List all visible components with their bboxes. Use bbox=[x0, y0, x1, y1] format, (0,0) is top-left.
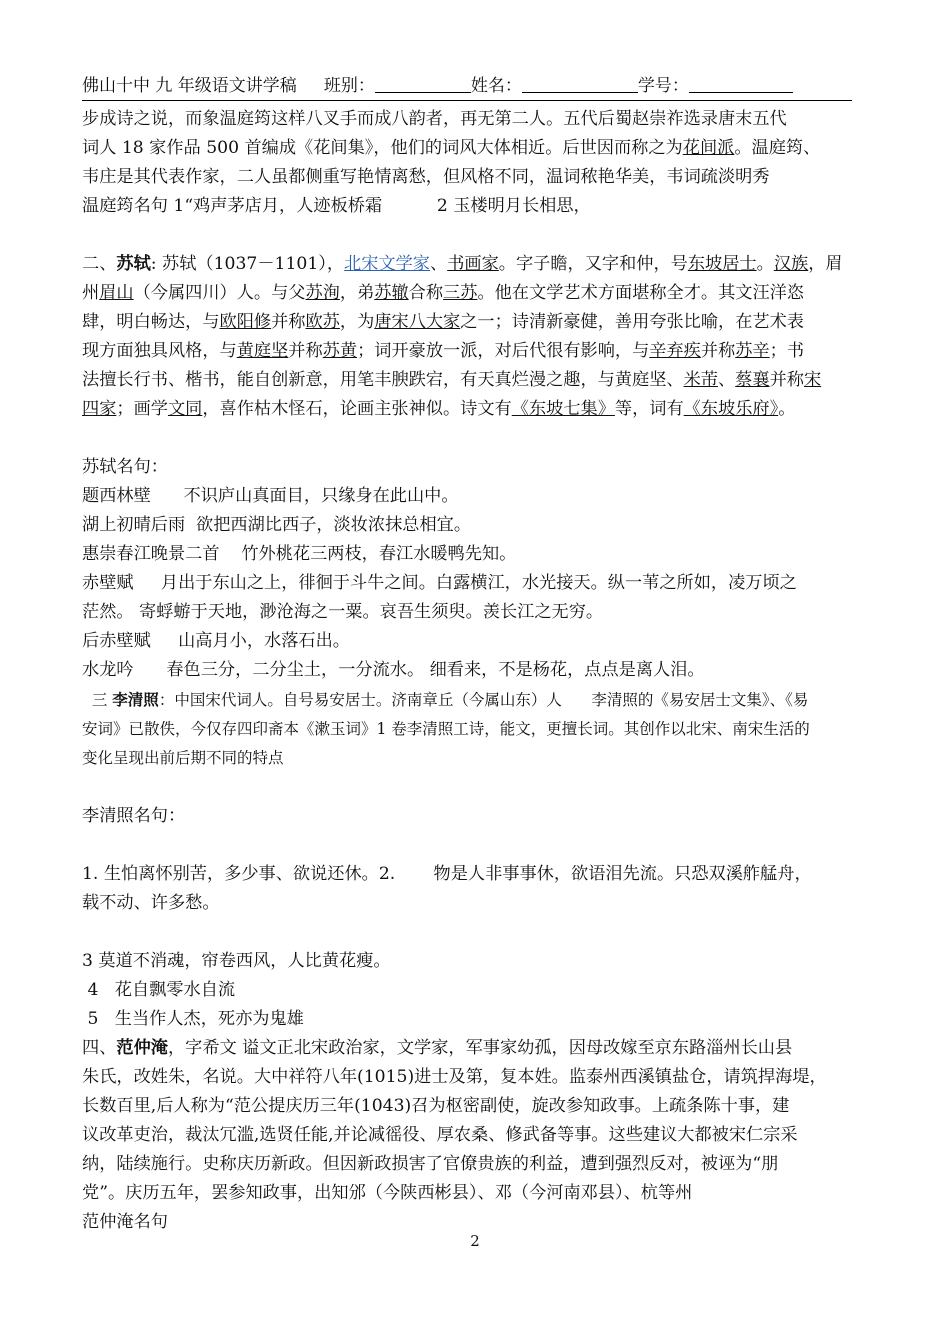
paragraph-line: 朱氏，改姓朱，名说。大中祥符八年(1015)进士及第，复本姓。监泰州西溪镇盐仓，请筑捍海堤， bbox=[82, 1067, 827, 1087]
quote-line: 3 莫道不消魂，帘卷西风，人比黄花瘦。 bbox=[82, 951, 391, 971]
page-number: 2 bbox=[470, 1232, 480, 1250]
quote-line: 水龙吟 春色三分，二分尘土，一分流水。 细看来，不是杨花，点点是离人泪。 bbox=[82, 660, 705, 680]
quote-line: 4 花自飘零水自流 bbox=[82, 980, 236, 1000]
paragraph-line: 肆，明白畅达，与欧阳修并称欧苏，为唐宋八大家之一；诗清新豪健，善用夸张比喻，在艺术表 bbox=[82, 312, 804, 332]
section-su-shi bbox=[82, 250, 852, 424]
paragraph-line: 步成诗之说，而象温庭筠这样八叉手而成八韵者，再无第二人。五代后蜀赵崇祚选录唐末五代 bbox=[82, 109, 787, 129]
quote-line: 题西林壁 不识庐山真面目，只缘身在此山中。 bbox=[82, 486, 459, 506]
quote-line: 1. 生怕离怀别苦，多少事、欲说还休。2. 物是人非事事休，欲语泪先流。只恐双溪舴艋舟， bbox=[82, 864, 812, 884]
paragraph-line: 二、苏轼: 苏轼（1037－1101），北宋文学家、书画家。字子瞻，又字和仲，号东坡居士。汉族，眉 bbox=[82, 254, 843, 274]
quote-line: 惠崇春江晚景二首 竹外桃花三两枝，春江水暖鸭先知。 bbox=[82, 544, 517, 564]
paragraph-line: 党”。庆历五年，罢参知政事，出知邠（今陕西彬县）、邓（今河南邓县）、杭等州 bbox=[82, 1183, 693, 1203]
id-blank bbox=[689, 74, 793, 93]
paragraph-line: 三 李清照：中国宋代词人。自号易安居士。济南章丘（今属山东）人 李清照的《易安居士文集》、《易 bbox=[91, 690, 809, 709]
heading-su-shi: 苏轼 bbox=[116, 254, 151, 274]
paragraph-line: 法擅长行书、楷书，能自创新意，用笔丰腴跌宕，有天真烂漫之趣，与黄庭坚、米芾、蔡襄并称宋 bbox=[82, 370, 822, 390]
document-page bbox=[82, 72, 852, 1237]
quotes-title: 李清照名句： bbox=[82, 806, 186, 826]
class-blank bbox=[375, 74, 471, 93]
paragraph-line: 现方面独具风格，与黄庭坚并称苏黄；词开豪放一派，对后代很有影响，与辛弃疾并称苏辛；书 bbox=[82, 341, 805, 361]
section-wen bbox=[82, 105, 852, 221]
section-li-quotes bbox=[82, 802, 852, 1034]
quotes-title: 苏轼名句： bbox=[82, 457, 168, 477]
paragraph-line: 州眉山（今属四川）人。与父苏洵，弟苏辙合称三苏。他在文学艺术方面堪称全才。其文汪洋恣 bbox=[82, 283, 805, 303]
paragraph-line: 词人 18 家作品 500 首编成《花间集》，他们的词风大体相近。后世因而称之为花间派。温庭筠、 bbox=[82, 138, 821, 158]
paragraph-line: 范仲淹名句 bbox=[82, 1212, 168, 1232]
heading-li-qingzhao: 李清照 bbox=[112, 690, 159, 709]
quote-line: 赤壁赋 月出于东山之上，徘徊于斗牛之间。白露横江，水光接天。纵一苇之所如，凌万顷之 bbox=[82, 573, 797, 593]
paragraph-line: 变化呈现出前后期不同的特点 bbox=[82, 749, 284, 767]
quote-line: 茫然。 寄蜉蝣于天地，渺沧海之一粟。哀吾生须臾。羡长江之无穷。 bbox=[82, 602, 604, 622]
quote-line: 后赤壁赋 山高月小，水落石出。 bbox=[82, 631, 350, 651]
quote-line: 5 生当作人杰，死亦为鬼雄 bbox=[82, 1009, 304, 1029]
header-class-label: 班别： bbox=[323, 76, 375, 96]
quote-line: 湖上初晴后雨 欲把西湖比西子，淡妆浓抹总相宜。 bbox=[82, 515, 472, 535]
header-name-label: 姓名： bbox=[470, 76, 522, 96]
paragraph-line: 四、范仲淹，字希文 谥文正北宋政治家，文学家，军事家幼孤，因母改嫁至京东路淄州长山县 bbox=[82, 1038, 793, 1058]
paragraph-line: 温庭筠名句 1“鸡声茅店月，人迹板桥霜 2 玉楼明月长相思， bbox=[82, 196, 591, 216]
paragraph-line: 韦庄是其代表作家，二人虽都侧重写艳情离愁，但风格不同，温词秾艳华美，韦词疏淡明秀 bbox=[82, 167, 770, 187]
quote-line: 载不动、许多愁。 bbox=[82, 893, 220, 913]
heading-fan-zhongyan: 范仲淹 bbox=[116, 1038, 168, 1058]
section-su-quotes bbox=[82, 453, 852, 685]
section-fan-zhongyan bbox=[82, 1034, 852, 1237]
header-id-label: 学号： bbox=[637, 76, 689, 96]
paragraph-line: 安词》已散佚，今仅存四印斋本《漱玉词》1 卷李清照工诗，能文，更擅长词。其创作以北宋、南宋生活的 bbox=[82, 720, 810, 738]
link-beisong[interactable]: 北宋文学家 bbox=[344, 254, 430, 274]
paragraph-line: 纳，陆续施行。史称庆历新政。但因新政损害了官僚贵族的利益，遭到强烈反对，被诬为“朋 bbox=[82, 1154, 779, 1174]
paragraph-line: 四家；画学文同，喜作枯木怪石，论画主张神似。诗文有《东坡七集》等，词有《东坡乐府》。 bbox=[82, 399, 796, 419]
header-school: 佛山十中 九 年级语文讲学稿 bbox=[82, 76, 297, 96]
paragraph-line: 议改革吏治，裁汰冗滥,选贤任能,并论减徭役、厚农桑、修武备等事。这些建议大都被宋仁宗采 bbox=[82, 1125, 798, 1145]
name-blank bbox=[522, 74, 638, 93]
section-li-qingzhao bbox=[82, 685, 852, 773]
paragraph-line: 长数百里,后人称为“范公提庆历三年(1043)召为枢密副使，旋改参知政事。上疏条陈十事，建 bbox=[82, 1096, 790, 1116]
page-header bbox=[82, 72, 852, 101]
